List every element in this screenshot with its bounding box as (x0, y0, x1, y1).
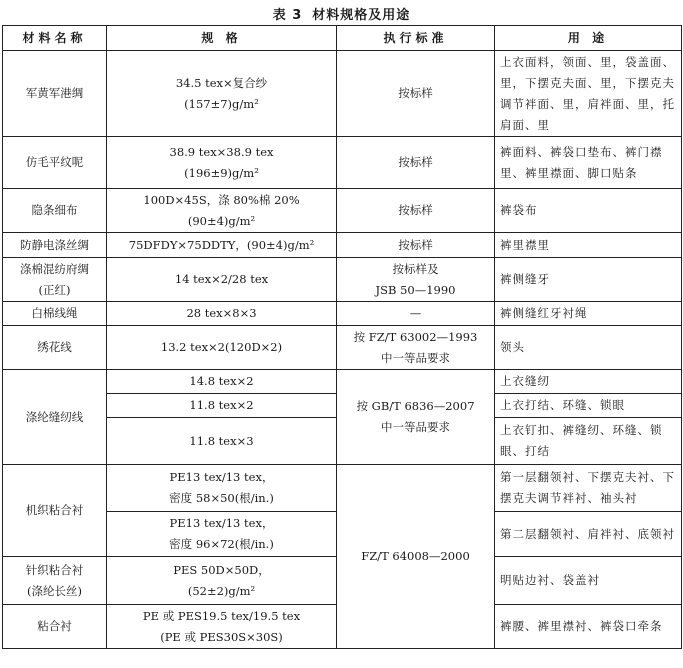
material-name: 白棉线绳 (31, 306, 78, 320)
standard-cell (337, 137, 495, 189)
material-name: (涤纶长丝) (27, 583, 82, 598)
standard-text: 按标样 (398, 86, 433, 100)
standard-text: — (409, 306, 422, 320)
material-name-cell (3, 605, 107, 649)
header-material-name: 材料名称 (3, 26, 107, 51)
spec-line: 28 tex×8×3 (186, 306, 257, 320)
table-caption: 材料规格及用途 (312, 8, 411, 23)
header-standard: 执行标准 (337, 26, 495, 51)
material-name: 粘合衬 (37, 619, 72, 633)
header-spec: 规 格 (107, 26, 337, 51)
spec-cell (107, 137, 337, 189)
material-name-cell (3, 370, 107, 465)
table-row (3, 370, 682, 394)
use-cell (495, 605, 682, 649)
table-row (3, 51, 682, 137)
use-cell (495, 465, 682, 512)
spec-line: (52±2)g/m² (187, 583, 256, 598)
table-row (3, 233, 682, 258)
spec-line: 75DFDY×75DDTY，(90±4)g/m² (128, 237, 315, 252)
standard-cell (337, 51, 495, 137)
spec-line: (90±4)g/m² (187, 213, 256, 228)
material-name: 仿毛平纹呢 (25, 155, 84, 169)
spec-cell (107, 258, 337, 302)
spec-line: PE13 tex/13 tex， (169, 516, 274, 530)
use-cell (495, 394, 682, 418)
spec-line: PE 或 PES19.5 tex/19.5 tex (142, 608, 301, 623)
use-cell (495, 137, 682, 189)
use-text: 上衣面料，领面、里，袋盖面、里，下摆克夫面、里，下摆克夫调节袢面、里，肩袢面、里，托肩面、里 (500, 54, 675, 132)
use-text: 裤里襟里 (500, 237, 550, 252)
spec-line: 密度 96×72(根/in.) (169, 537, 274, 551)
standard-text: 按标样 (398, 155, 433, 169)
spec-line: 100D×45S，涤 80%棉 20% (143, 192, 300, 207)
use-cell (495, 370, 682, 394)
spec-line: (157±7)g/m² (184, 96, 259, 111)
material-name: 涤纶缝纫线 (25, 409, 84, 424)
standard-text: FZ/T 64008—2000 (361, 549, 470, 563)
spec-cell (107, 302, 337, 326)
materials-table (2, 25, 682, 649)
use-text: 明贴边衬、袋盖衬 (500, 573, 600, 587)
use-cell (495, 258, 682, 302)
standard-cell (337, 189, 495, 233)
spec-cell (107, 418, 337, 465)
standard-text: 按标样 (398, 237, 433, 252)
table-row (3, 137, 682, 189)
material-name-cell (3, 326, 107, 370)
spec-cell (107, 557, 337, 605)
standard-cell (337, 258, 495, 302)
table-row (3, 189, 682, 233)
standard-cell (337, 370, 495, 465)
material-name: 军黄军港绸 (25, 86, 84, 100)
material-name: 防静电涤丝绸 (20, 237, 89, 252)
use-text: 第二层翻领衬、肩袢衬、底领衬 (500, 526, 675, 541)
standard-text: 按 GB/T 6836—2007 (356, 399, 475, 413)
spec-line: PE13 tex/13 tex， (169, 470, 274, 484)
use-text: 上衣缝纫 (500, 374, 550, 388)
spec-line: 13.2 tex×2(120D×2) (160, 340, 283, 354)
spec-cell (107, 189, 337, 233)
use-text: 第一层翻领衬、下摆克夫衬、下摆克夫调节袢衬、袖头衬 (500, 470, 675, 505)
use-cell (495, 512, 682, 557)
spec-line: 11.8 tex×3 (189, 433, 254, 448)
use-cell (495, 302, 682, 326)
header-use: 用 途 (495, 26, 682, 51)
spec-line: 38.9 tex×38.9 tex (169, 144, 274, 159)
material-name-cell (3, 557, 107, 605)
spec-cell (107, 465, 337, 512)
spec-cell (107, 51, 337, 137)
material-name: 隐条细布 (31, 203, 78, 217)
material-name-cell (3, 258, 107, 302)
spec-cell (107, 233, 337, 258)
use-text: 裤袋布 (500, 203, 538, 217)
use-text: 上衣打结、环缝、锁眼 (500, 398, 625, 412)
material-name-cell (3, 465, 107, 557)
material-name-cell (3, 233, 107, 258)
standard-text: JSB 50—1990 (375, 282, 456, 297)
header-row (3, 26, 682, 51)
spec-line: 34.5 tex×复合纱 (175, 75, 268, 90)
table-row (3, 326, 682, 370)
use-cell (495, 326, 682, 370)
standard-text: 按标样 (398, 203, 433, 217)
use-text: 领头 (500, 340, 525, 354)
standard-text: 按标样及 (392, 261, 439, 276)
use-text: 裤侧缝牙 (500, 272, 550, 286)
use-cell (495, 233, 682, 258)
table-row (3, 302, 682, 326)
table-number: 表 3 (272, 8, 303, 23)
standard-cell (337, 302, 495, 326)
standard-cell (337, 465, 495, 649)
spec-line: (196±9)g/m² (184, 165, 259, 180)
standard-cell (337, 326, 495, 370)
use-cell (495, 51, 682, 137)
spec-line: PES 50D×50D， (173, 562, 270, 577)
use-text: 裤腰、裤里襟衬、裤袋口牵条 (500, 619, 663, 633)
material-name: 针织粘合衬 (25, 562, 84, 577)
material-name: (正红) (38, 282, 71, 297)
material-name-cell (3, 189, 107, 233)
material-name-cell (3, 137, 107, 189)
spec-line: 14 tex×2/28 tex (174, 272, 269, 286)
spec-cell (107, 512, 337, 557)
spec-cell (107, 370, 337, 394)
use-text: 裤侧缝红牙衬绳 (500, 306, 588, 320)
material-name-cell (3, 302, 107, 326)
use-text: 上衣钉扣、裤缝纫、环缝、锁眼、打结 (500, 423, 663, 458)
standard-text: 按 FZ/T 63002—1993 (353, 329, 478, 344)
spec-cell (107, 394, 337, 418)
use-cell (495, 418, 682, 465)
material-name: 涤棉混纺府绸 (20, 261, 89, 276)
standard-text: 中一等品要求 (381, 350, 450, 365)
standard-cell (337, 233, 495, 258)
spec-line: 11.8 tex×2 (189, 398, 254, 412)
spec-line: (PE 或 PES30S×30S) (160, 629, 283, 644)
spec-cell (107, 326, 337, 370)
standard-text: 中一等品要求 (381, 420, 450, 434)
table-row (3, 465, 682, 512)
material-name-cell (3, 51, 107, 137)
spec-cell (107, 605, 337, 649)
table-title (0, 4, 683, 23)
use-cell (495, 189, 682, 233)
table-row (3, 258, 682, 302)
use-text: 裤面料、裤袋口垫布、裤门襟里、裤里襟面、脚口贴条 (500, 144, 663, 180)
use-cell (495, 557, 682, 605)
spec-line: 14.8 tex×2 (189, 374, 254, 388)
material-name: 绣花线 (37, 340, 72, 354)
spec-line: 密度 58×50(根/in.) (169, 491, 274, 505)
material-name: 机织粘合衬 (25, 503, 84, 517)
